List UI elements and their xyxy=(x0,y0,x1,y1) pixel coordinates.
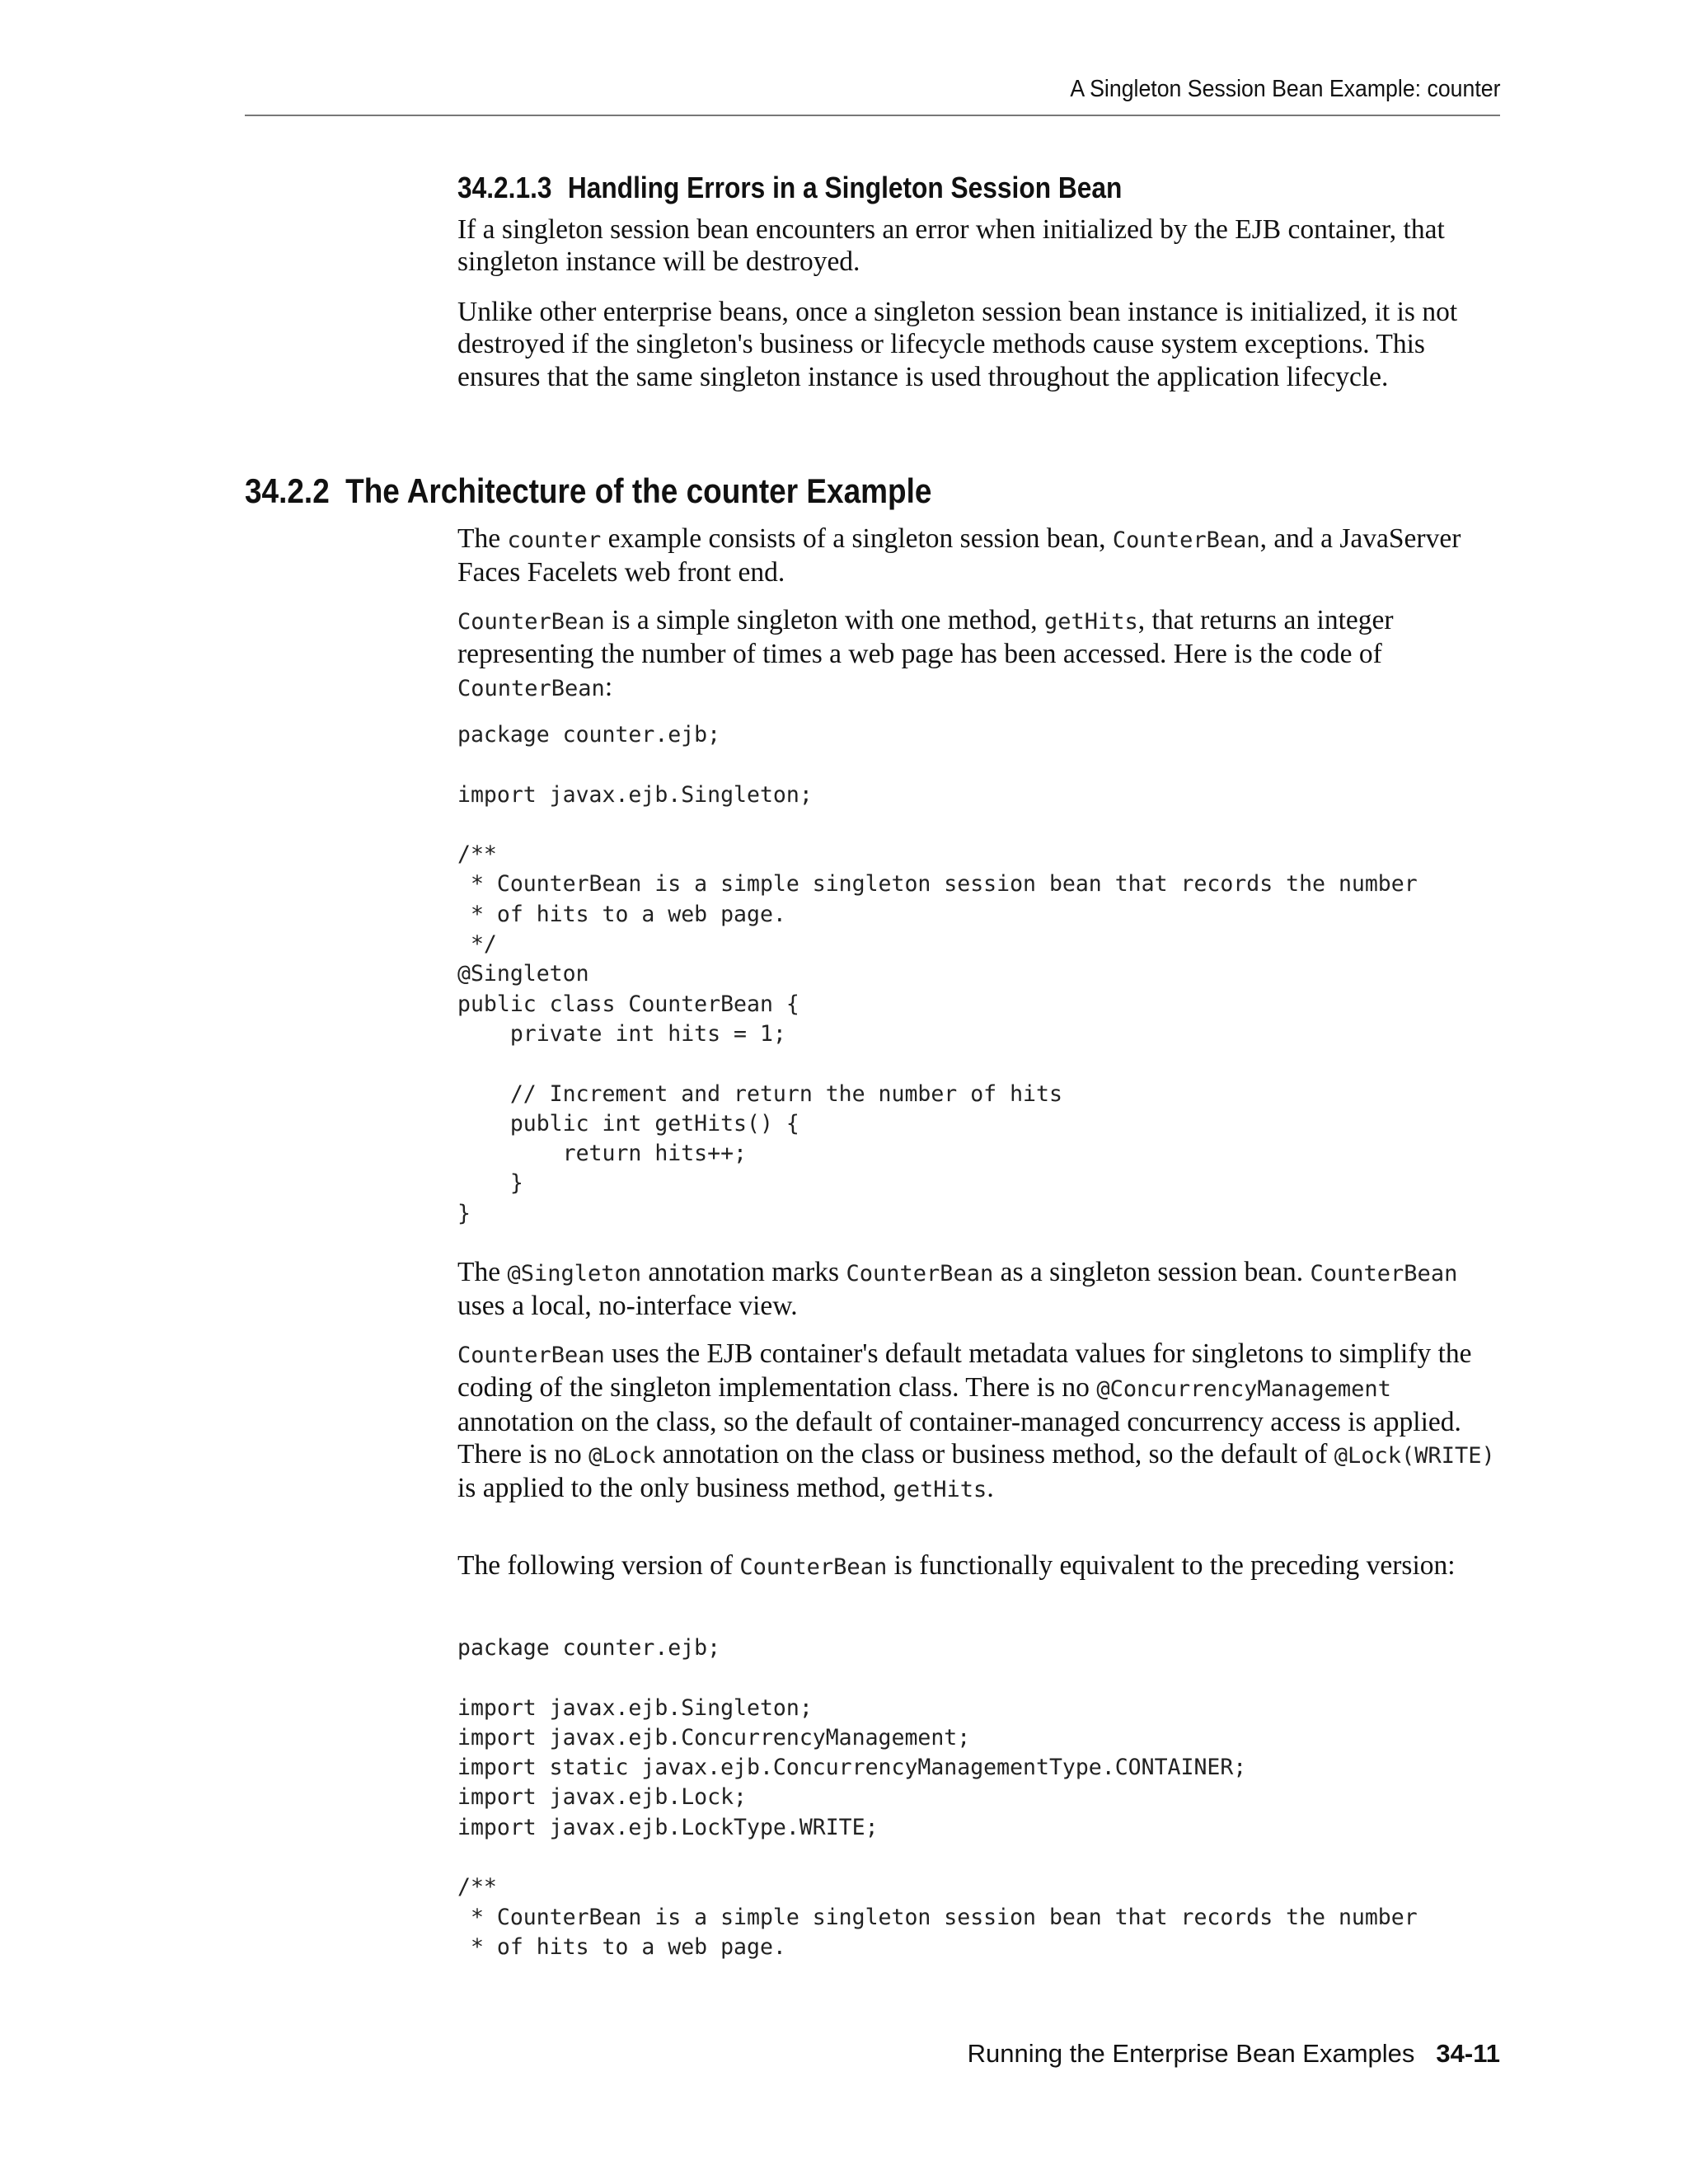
text: is a simple singleton with one method, xyxy=(604,605,1044,635)
header-rule xyxy=(245,115,1500,116)
text: The xyxy=(457,1257,508,1287)
text: The xyxy=(457,523,508,554)
text: : xyxy=(604,671,613,702)
paragraph-error-persist: Unlike other enterprise beans, once a singleton session bean instance is initialized, it is not destroyed if the singleton's business or lifecycle methods cause system exceptions. This ensures that the same singleton instance is used throughout the application lifecycle. xyxy=(457,297,1458,392)
paragraph-singleton-annotation xyxy=(457,1256,1504,1323)
page-number: 34-11 xyxy=(1436,2039,1500,2068)
text: , that returns an integer representing the number of times a web page has been accessed. Here is the code of xyxy=(457,605,1394,670)
text: is applied to the only business method, xyxy=(457,1473,893,1504)
inline-code: getHits xyxy=(1043,609,1138,635)
section-title: Handling Errors in a Singleton Session Bean xyxy=(567,171,1123,204)
paragraph-counterbean-desc xyxy=(457,604,1504,705)
paragraph-architecture-intro xyxy=(457,523,1504,589)
text: uses a local, no-interface view. xyxy=(457,1291,798,1322)
inline-code: CounterBean xyxy=(457,1343,605,1368)
text: annotation on the class or business method, so the default of xyxy=(655,1438,1334,1469)
code-listing-counterbean: package counter.ejb; import javax.ejb.Singleton; /** * CounterBean is a simple singleton session bean that records the number * of hits to a web page. */ @Singleton public class CounterBean { private int hits = 1; // Increment and return the number of hits public int getHits() { return hits++; } } xyxy=(457,722,1418,1226)
text: annotation marks xyxy=(641,1257,846,1287)
text: , and a JavaServer Faces Facelets web front end. xyxy=(457,523,1461,588)
text: annotation on the class, so the default of container-managed concurrency access is applied. There is no xyxy=(457,1406,1461,1469)
text: as a singleton session bean. xyxy=(993,1257,1311,1287)
inline-code: CounterBean xyxy=(457,675,605,701)
footer-chapter-title: Running the Enterprise Bean Examples xyxy=(967,2039,1415,2068)
text: uses the EJB container's default metadata values for singletons to simplify the coding of the singleton implementation class. There is no xyxy=(457,1338,1472,1404)
inline-code: @Lock(WRITE) xyxy=(1334,1442,1495,1469)
section-number: 34.2.2 xyxy=(245,471,330,510)
code-listing-counterbean-explicit: package counter.ejb; import javax.ejb.Singleton; import javax.ejb.ConcurrencyManagement; import static javax.ejb.ConcurrencyManagementType.CONTAINER; import javax.ejb.Lock; import javax.ejb.LockType.WRITE; /** * CounterBean is a simple singleton session bean that records the number * of hits to a web page. xyxy=(457,1635,1418,1960)
inline-code: getHits xyxy=(893,1477,987,1503)
section-number: 34.2.1.3 xyxy=(457,171,552,204)
paragraph-default-metadata xyxy=(457,1338,1504,1506)
inline-code: CounterBean xyxy=(457,609,605,635)
inline-code: CounterBean xyxy=(739,1554,888,1580)
inline-code: @ConcurrencyManagement xyxy=(1096,1376,1391,1403)
running-header: A Singleton Session Bean Example: counter xyxy=(1069,76,1500,102)
inline-code: CounterBean xyxy=(1310,1261,1458,1286)
inline-code: CounterBean xyxy=(1112,527,1260,553)
section-heading-34-2-1-3 xyxy=(457,171,1122,205)
inline-code: CounterBean xyxy=(846,1261,994,1286)
text: example consists of a singleton session bean, xyxy=(601,523,1113,554)
page-footer xyxy=(968,2039,1500,2069)
section-title: The Architecture of the counter Example xyxy=(345,471,932,510)
inline-code: @Lock xyxy=(588,1442,656,1469)
paragraph-error-init: If a singleton session bean encounters an error when initialized by the EJB container, that singleton instance will be destroyed. xyxy=(457,214,1445,278)
text: The following version of xyxy=(457,1550,740,1581)
inline-code: counter xyxy=(507,527,602,553)
inline-code: @Singleton xyxy=(507,1261,642,1286)
text: . xyxy=(987,1473,994,1504)
paragraph-equivalent-version xyxy=(457,1549,1504,1583)
section-heading-34-2-2 xyxy=(245,471,931,511)
text: is functionally equivalent to the preceding version: xyxy=(887,1550,1456,1581)
